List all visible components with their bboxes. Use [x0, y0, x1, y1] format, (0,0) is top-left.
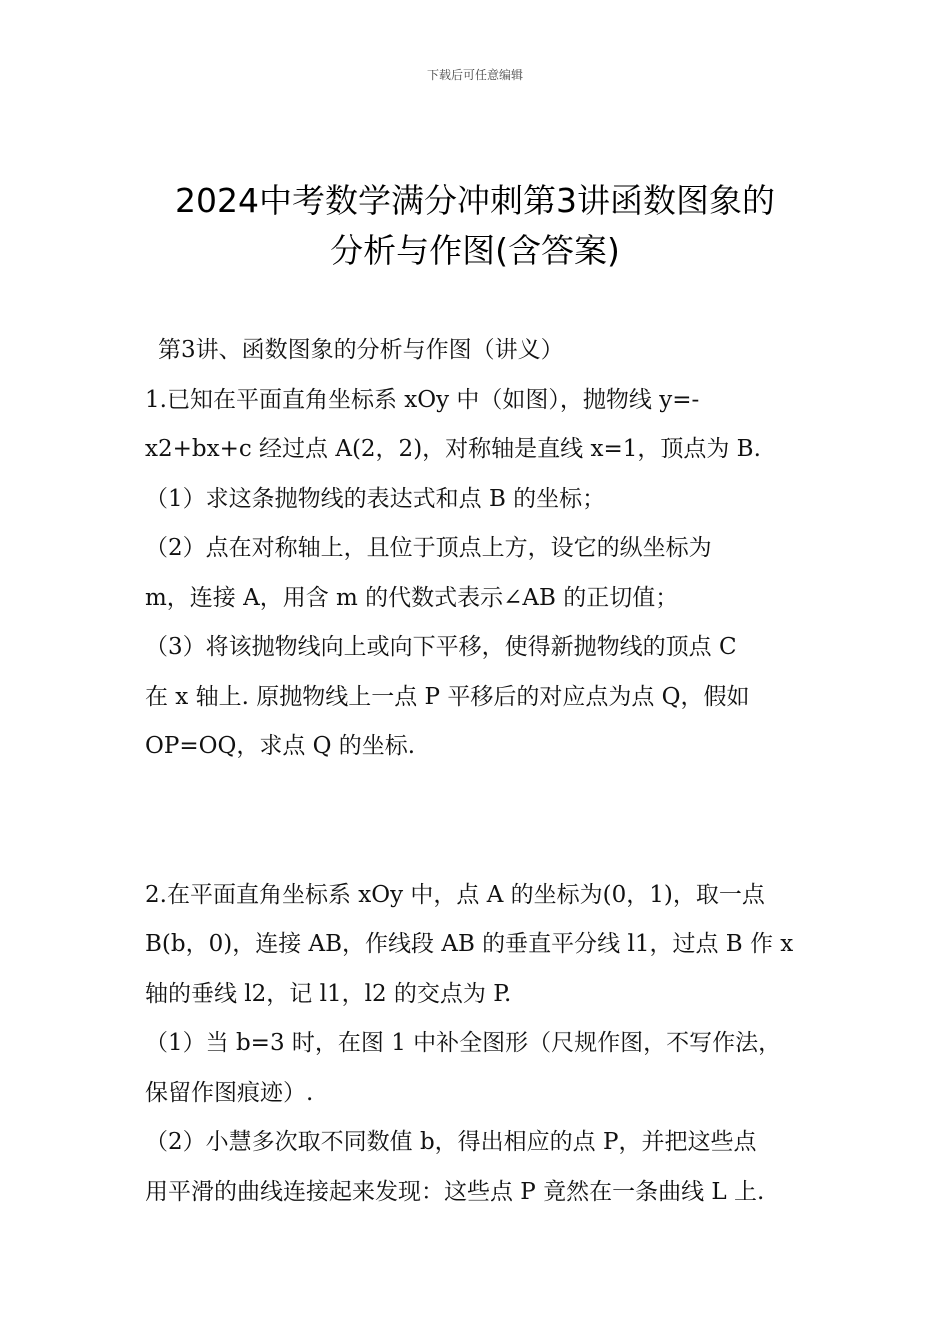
problem-2-line: B(b，0)，连接 AB，作线段 AB 的垂直平分线 l1，过点 B 作 x	[145, 931, 794, 957]
title-line-2: 分析与作图(含答案)	[330, 231, 620, 270]
section-heading: 第3讲、函数图象的分析与作图（讲义）	[158, 337, 564, 363]
document-body	[145, 326, 810, 1217]
problem-2-line: 2.在平面直角坐标系 xOy 中，点 A 的坐标为(0，1)，取一点	[145, 881, 765, 908]
problem-2-line: 轴的垂线 l2，记 l1，l2 的交点为 P.	[145, 980, 512, 1007]
problem-1-line: 1.已知在平面直角坐标系 xOy 中（如图），抛物线 y=-	[145, 386, 700, 413]
problem-1	[145, 376, 810, 772]
blank-space	[145, 772, 810, 871]
problem-2-line: 用平滑的曲线连接起来发现：这些点 P 竟然在一条曲线 L 上.	[145, 1178, 765, 1205]
problem-2-line: （1）当 b=3 时，在图 1 中补全图形（尺规作图，不写作法，	[145, 1030, 782, 1056]
problem-2	[145, 871, 810, 1218]
document-title	[100, 176, 850, 276]
title-line-1: 2024中考数学满分冲刺第3讲函数图象的	[175, 181, 775, 220]
problem-1-line: OP=OQ，求点 Q 的坐标.	[145, 733, 416, 759]
problem-2-line: （2）小慧多次取不同数值 b，得出相应的点 P，并把这些点	[145, 1129, 757, 1155]
problem-1-line: m，连接 A，用含 m 的代数式表示∠AB 的正切值；	[145, 584, 679, 611]
problem-1-line: （3）将该抛物线向上或向下平移，使得新抛物线的顶点 C	[145, 634, 737, 660]
header-note: 下载后可任意编辑	[426, 68, 523, 82]
problem-1-line: （2）点在对称轴上，且位于顶点上方，设它的纵坐标为	[145, 535, 712, 561]
problem-1-line: （1）求这条抛物线的表达式和点 B 的坐标；	[145, 485, 606, 512]
problem-1-line: 在 x 轴上. 原抛物线上一点 P 平移后的对应点为点 Q，假如	[145, 683, 750, 710]
problem-1-line: x2+bx+c 经过点 A(2，2)，对称轴是直线 x=1，顶点为 B.	[145, 436, 761, 462]
problem-2-line: 保留作图痕迹）.	[145, 1079, 314, 1106]
